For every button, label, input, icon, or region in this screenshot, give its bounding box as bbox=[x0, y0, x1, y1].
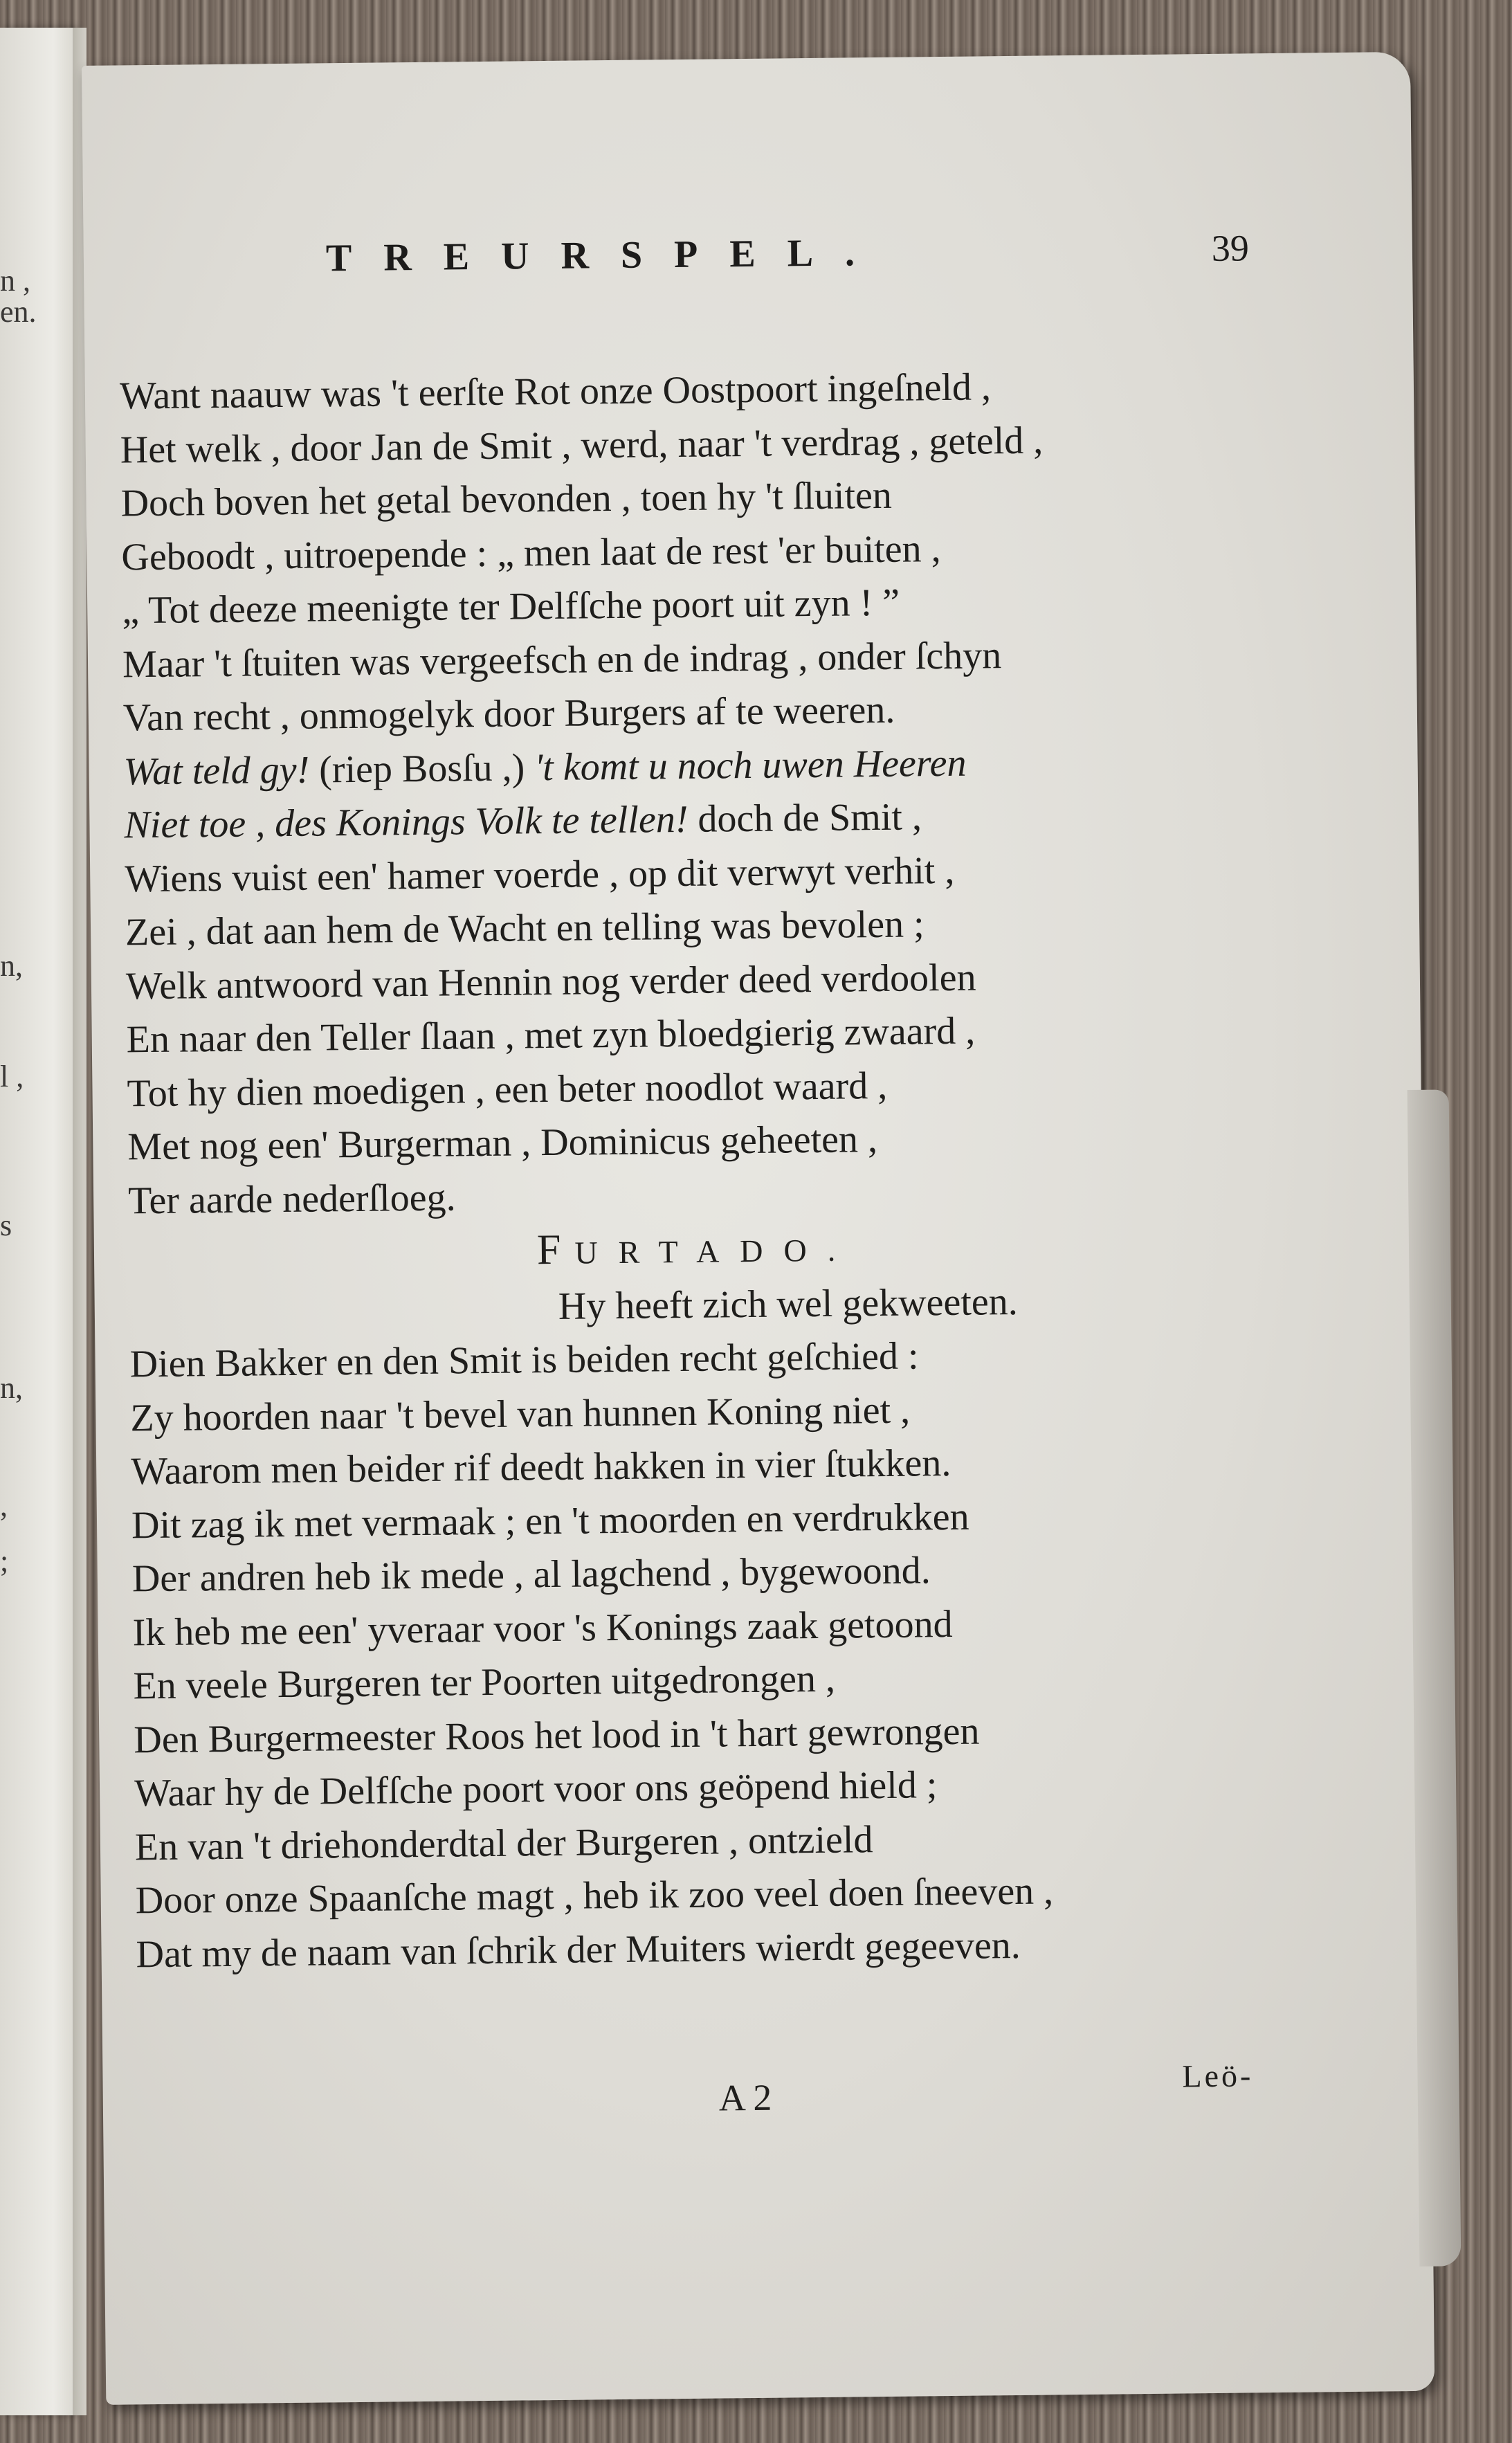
verse-line: Der andren heb ik mede , al lagchend , bygewoond. bbox=[131, 1549, 931, 1601]
verse-line: Ik heb me een' yveraar voor 's Konings zaak getoond bbox=[132, 1602, 953, 1654]
facing-text-fragment: n, bbox=[0, 1371, 23, 1405]
verse-line: Waar hy de Delfſche poort voor ons geöpend hield ; bbox=[134, 1763, 938, 1815]
facing-text-fragment: , bbox=[0, 1489, 8, 1523]
running-head: TREURSPEL. bbox=[325, 230, 887, 280]
verse-line: Dat my de naam van ſchrik der Muiters wierdt gegeeven. bbox=[136, 1923, 1021, 1976]
facing-text-fragment: en. bbox=[0, 295, 37, 329]
signature-mark: A 2 bbox=[718, 2076, 772, 2119]
facing-text-fragment: ; bbox=[0, 1544, 9, 1578]
roman-text: doch de Smit , bbox=[688, 795, 922, 841]
verse-line: En veele Burgeren ter Poorten uitgedrongen , bbox=[133, 1657, 836, 1708]
speaker-initial: F bbox=[536, 1226, 575, 1274]
facing-text-fragment: n , bbox=[0, 264, 30, 298]
verse-line: Waarom men beider rif deedt hakken in vier ſtukken. bbox=[130, 1441, 951, 1493]
verse-line: Dien Bakker en den Smit is beiden recht geſchied : bbox=[129, 1334, 919, 1386]
verse-line: Tot hy dien moedigen , een beter noodlot waard , bbox=[127, 1064, 888, 1115]
verse-line: Den Burgermeester Roos het lood in 't hart gewrongen bbox=[134, 1709, 980, 1761]
verse-line: Met nog een' Burgerman , Dominicus geheeten , bbox=[127, 1118, 878, 1169]
verse-line: En naar den Teller ſlaan , met zyn bloedgierig zwaard , bbox=[126, 1009, 976, 1062]
verse-text bbox=[120, 357, 1382, 1982]
italic-speech: Niet toe , des Konings Volk te tellen! bbox=[124, 797, 689, 847]
facing-text-fragment: n, bbox=[0, 949, 23, 983]
speaker-rest: URTADO. bbox=[574, 1232, 857, 1271]
verse-line: Van recht , onmogelyk door Burgers af te weeren. bbox=[122, 688, 895, 740]
verse-line: Zei , dat aan hem de Wacht en telling was bevolen ; bbox=[125, 902, 924, 954]
verse-line: „ Tot deeze meenigte ter Delfſche poort uit zyn ! ” bbox=[121, 581, 900, 633]
verse-line: Dit zag ik met vermaak ; en 't moorden en verdrukken bbox=[131, 1495, 969, 1547]
roman-aside: (riep Bosſu ,) bbox=[309, 745, 535, 792]
verse-line: Ter aarde nederſloeg. bbox=[127, 1175, 456, 1222]
catchword: Leö- bbox=[1182, 2058, 1254, 2094]
page-number: 39 bbox=[1211, 227, 1250, 269]
italic-speech: Wat teld gy! bbox=[123, 748, 310, 793]
facing-text-fragment: l , bbox=[0, 1060, 24, 1093]
verse-line: Zy hoorden naar 't bevel van hunnen Koning niet , bbox=[130, 1388, 911, 1440]
page-footer bbox=[102, 2056, 1349, 2125]
verse-line: Door onze Spaanſche magt , heb ik zoo veel doen ſneeven , bbox=[135, 1869, 1054, 1923]
facing-text-fragment: s bbox=[0, 1208, 12, 1242]
verse-line: Maar 't ſtuiten was vergeefsch en de indrag , onder ſchyn bbox=[122, 633, 1002, 686]
verse-line: Wiens vuist een' hamer voerde , op dit verwyt verhit , bbox=[124, 848, 955, 900]
italic-speech: 't komt u noch uwen Heeren bbox=[534, 741, 967, 789]
verse-line: Het welk , door Jan de Smit , werd, naar 't verdrag , geteld , bbox=[120, 418, 1044, 471]
page-torn-edge bbox=[1408, 1089, 1461, 2267]
verse-line: En van 't driehonderdtal der Burgeren , ontzield bbox=[134, 1817, 873, 1869]
verse-line: Doch boven het getal bevonden , toen hy 't ſluiten bbox=[120, 473, 893, 525]
verse-line: Geboodt , uitroepende : „ men laat de rest 'er buiten , bbox=[121, 527, 941, 579]
facing-page-edge bbox=[0, 28, 76, 2415]
book-page bbox=[82, 52, 1434, 2405]
verse-line: Welk antwoord van Hennin nog verder deed verdoolen bbox=[125, 956, 976, 1008]
verse-line: Want naauw was 't eerſte Rot onze Oostpoort ingeſneld , bbox=[119, 365, 992, 418]
verse-line: Hy heeft zich wel gekweeten. bbox=[558, 1280, 1019, 1328]
